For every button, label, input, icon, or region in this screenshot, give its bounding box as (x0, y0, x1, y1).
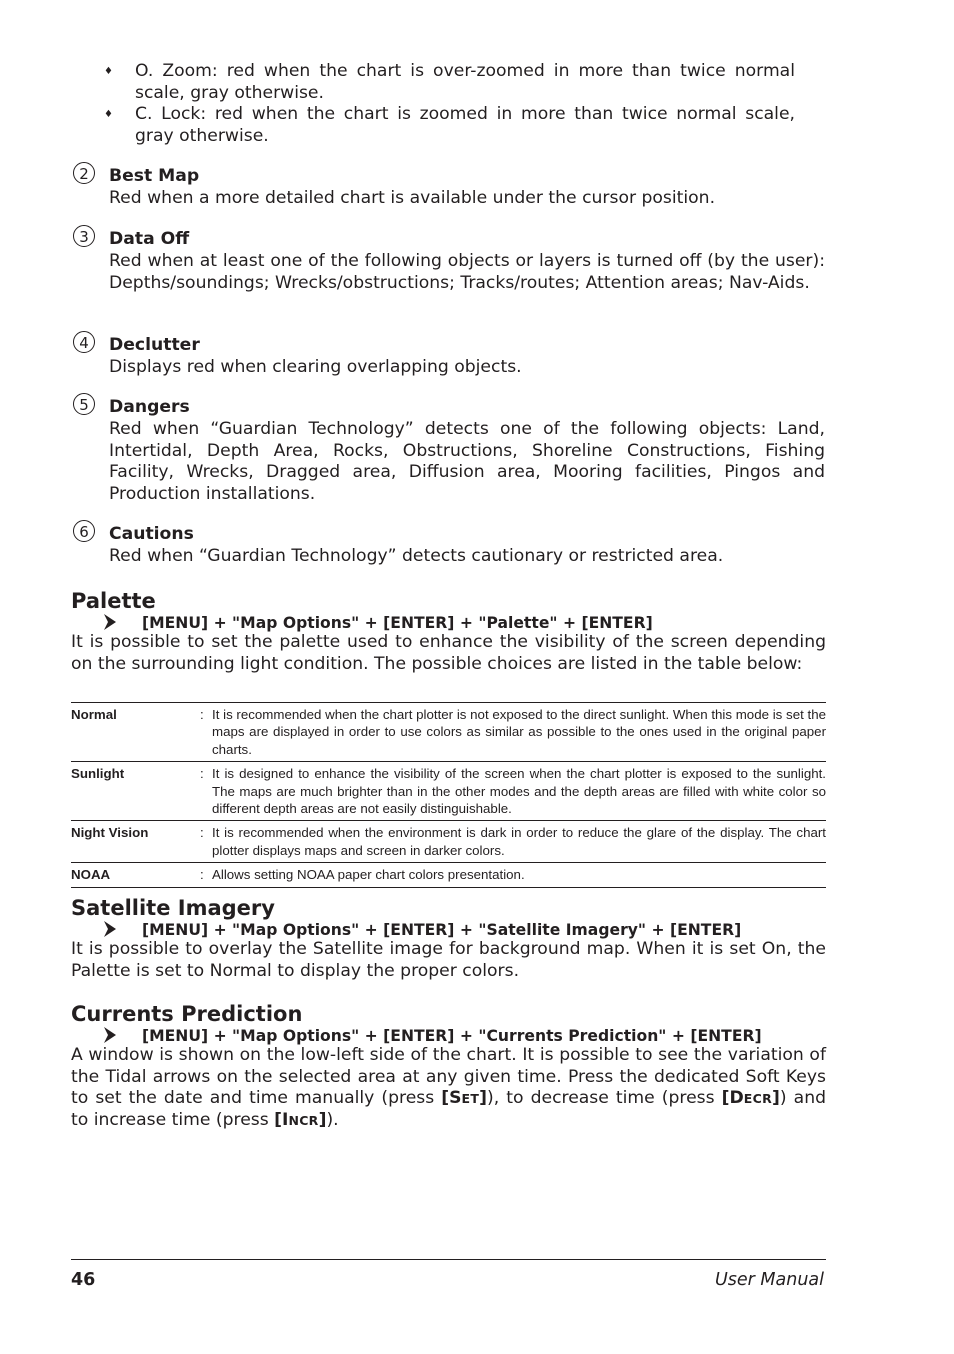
palette-description: Allows setting NOAA paper chart colors presentation. (212, 867, 525, 883)
currents-body (71, 1045, 826, 1131)
menu-path-text: [MENU] + "Map Options" + [ENTER] + "Palette" + [ENTER] (142, 614, 653, 632)
chevron-right-icon (102, 919, 118, 939)
status-bullets (71, 61, 826, 147)
circled-number-icon: 3 (73, 225, 95, 247)
palette-name: Sunlight (71, 766, 125, 782)
palette-description: It is designed to enhance the visibility of the screen when the chart plotter is exposed to the sunlight. The maps are much brighter than in the other modes and the depth areas are filled with white color so different depth areas are not easily distinguishable. (212, 766, 826, 817)
item-title: Declutter (109, 335, 200, 355)
bullet-text: O. Zoom: red when the chart is over-zoomed in more than twice normal scale, gray otherwise. (135, 61, 795, 103)
page-number: 46 (71, 1270, 96, 1290)
circled-number-icon: 5 (73, 393, 95, 415)
currents-text: ) and to increase time (press (71, 1088, 826, 1130)
circled-number-icon: 4 (73, 331, 95, 353)
item-body: Displays red when clearing overlapping objects. (109, 357, 522, 377)
key-bracket: [I (274, 1109, 289, 1130)
diamond-bullet-icon: ♦ (104, 109, 113, 121)
menu-path-text: [MENU] + "Map Options" + [ENTER] + "Currents Prediction" + [ENTER] (142, 1027, 762, 1045)
item-title: Cautions (109, 524, 194, 544)
currents-text: ). (326, 1109, 339, 1130)
footer-title: User Manual (714, 1270, 824, 1290)
palette-description: It is recommended when the chart plotter is not exposed to the direct sunlight. When this mode is set the maps are displayed in order to use colors as similar as possible to the ones used in the original paper charts. (212, 707, 826, 757)
currents-text: A window is shown on the low-left side of the chart. It is possible to see the variation of the Tidal arrows on the selected area at any given time. Press the dedicated Soft Keys to set the date and time manually (press (71, 1045, 826, 1109)
table-row (71, 863, 826, 887)
soft-key-incr (274, 1110, 326, 1130)
colon: : (200, 707, 204, 722)
soft-key-set (441, 1088, 487, 1108)
section-heading-satellite: Satellite Imagery (71, 896, 275, 920)
item-title: Data Off (109, 229, 190, 249)
key-bracket: [D (721, 1088, 744, 1109)
menu-path-text: [MENU] + "Map Options" + [ENTER] + "Satellite Imagery" + [ENTER] (142, 921, 742, 939)
palette-intro: It is possible to set the palette used to enhance the visibility of the screen depending on the surrounding light condition. The possible choices are listed in the table below: (71, 632, 826, 674)
item-body: Red when at least one of the following objects or layers is turned off (by the user): Depths/soundings; Wrecks/obstructions; Tracks/routes; Attention areas; Nav-Aids. (109, 251, 825, 293)
chevron-right-icon (102, 1025, 118, 1045)
palette-table (71, 702, 826, 888)
item-body: Red when a more detailed chart is available under the cursor position. (109, 188, 716, 208)
key-bracket: ] (479, 1088, 488, 1109)
circled-number-icon: 2 (73, 162, 95, 184)
item-body: Red when “Guardian Technology” detects cautionary or restricted area. (109, 546, 724, 566)
key-bracket: [S (441, 1088, 462, 1109)
colon: : (200, 825, 204, 841)
bullet-item (71, 104, 795, 147)
diamond-bullet-icon: ♦ (104, 66, 113, 77)
item-title: Dangers (109, 397, 190, 417)
footer-divider (71, 1259, 826, 1260)
key-smallcaps: NCR (288, 1112, 319, 1128)
satellite-body: It is possible to overlay the Satellite image for background map. When it is set On, the Palette is set to Normal to display the proper colors. (71, 939, 826, 981)
palette-name: NOAA (71, 867, 111, 883)
key-bracket: ] (318, 1109, 327, 1130)
key-smallcaps: ECR (743, 1091, 773, 1107)
palette-description: It is recommended when the environment is dark in order to reduce the glare of the display. The chart plotter displays maps and screen in darker colors. (212, 825, 826, 858)
chevron-right-icon (102, 612, 118, 632)
key-smallcaps: ET (461, 1091, 480, 1107)
table-row (71, 762, 826, 821)
colon: : (200, 867, 204, 883)
currents-text: ), to decrease time (press (487, 1088, 722, 1109)
table-row (71, 821, 826, 863)
palette-name: Normal (71, 707, 117, 722)
key-bracket: ] (772, 1088, 780, 1109)
section-heading-palette: Palette (71, 589, 156, 613)
soft-key-decr (722, 1088, 780, 1108)
palette-name: Night Vision (71, 825, 149, 841)
item-title: Best Map (109, 166, 200, 186)
section-heading-currents: Currents Prediction (71, 1002, 303, 1026)
circled-number-icon: 6 (73, 520, 95, 542)
bullet-item (71, 61, 795, 104)
bullet-text: C. Lock: red when the chart is zoomed in more than twice normal scale, gray otherwise. (135, 104, 795, 146)
colon: : (200, 766, 204, 782)
manual-page (71, 0, 826, 1354)
table-row (71, 703, 826, 762)
item-body: Red when “Guardian Technology” detects one of the following objects: Land, Intertidal, Depth Area, Rocks, Obstructions, Shoreline Constructions, Fishing Facility, Wrecks, Dragged area, Diffusion area, Mooring facilities, Pingos and Production installations. (109, 419, 825, 504)
